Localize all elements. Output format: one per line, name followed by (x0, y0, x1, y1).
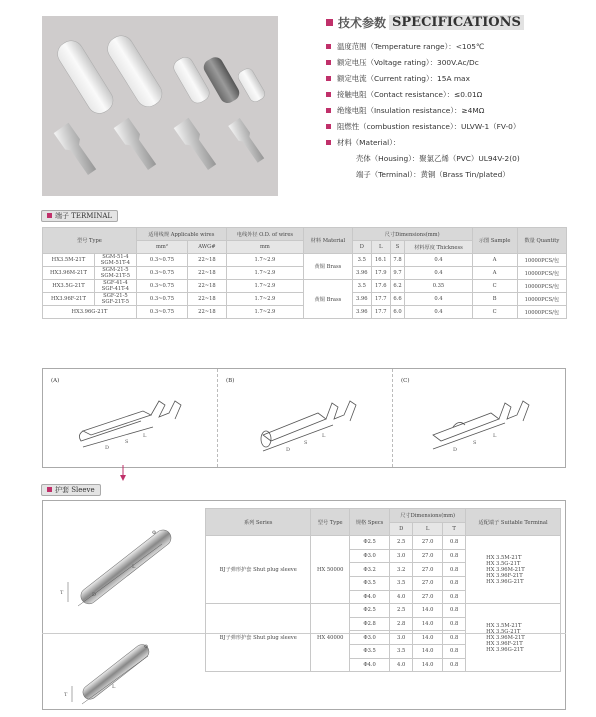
col-mm: mm (226, 241, 303, 254)
cell-d: 3.96 (352, 306, 371, 319)
spec-voltage: 额定电压（Voltage rating）：300V.Ac/Dc (337, 57, 479, 67)
cell-l: 14.0 (413, 604, 443, 618)
cell-qty: 10000PCS/包 (517, 254, 566, 267)
bullet-square-icon (326, 44, 331, 49)
cell-d: 2.8 (390, 617, 413, 631)
terminal-a-drawing (43, 369, 218, 469)
cell-type: HX3.96F-21T (43, 293, 95, 306)
cell-mm2: 0.3~0.75 (136, 293, 187, 306)
dim-l: L (112, 684, 116, 690)
diagram-b-label: (B) (226, 378, 235, 384)
cell-awg: 22~18 (188, 254, 227, 267)
title-cn: 技术参数 (338, 15, 387, 30)
cell-material: 黄铜 Brass (304, 254, 353, 280)
bullet-square-icon (47, 213, 52, 218)
cell-spec: Φ2.5 (350, 536, 390, 550)
cell-s: 6.6 (390, 293, 405, 306)
cell-mm2: 0.3~0.75 (136, 280, 187, 293)
spec-line (326, 86, 588, 102)
terminal-c-drawing (393, 369, 567, 469)
cell-s: 7.8 (390, 254, 405, 267)
cell-mm2: 0.3~0.75 (136, 254, 187, 267)
cell-type: HX3.96M-21T (43, 267, 95, 280)
dim-l: L (322, 433, 326, 439)
cell-sub-b: SGM-21T-5 (100, 273, 131, 279)
terminal-b-drawing (218, 369, 393, 469)
cell-s: 9.7 (390, 267, 405, 280)
spec-line (326, 118, 588, 134)
cell-d: 2.5 (390, 536, 413, 550)
cell-type: HX 40000 (311, 604, 350, 672)
terminal-section-label (41, 210, 118, 222)
dim-l: L (143, 433, 147, 439)
col-d: D (352, 241, 371, 254)
cell-d: 3.5 (390, 644, 413, 658)
cell-sample: A (472, 254, 517, 267)
cell-spec: Φ2.8 (350, 617, 390, 631)
cell-l: 14.0 (413, 644, 443, 658)
cell-suitable (466, 536, 561, 604)
cell-t: 0.8 (443, 604, 466, 618)
cell-t: 0.8 (443, 617, 466, 631)
dim-t: T (64, 692, 68, 698)
suitable-item: HX 3.5M-21T (486, 622, 522, 629)
sleeve-label-text: 护套 Sleeve (55, 486, 95, 494)
table-row (43, 254, 567, 267)
col-l: L (371, 241, 390, 254)
cell-sub-b: SGF-21T-5 (101, 299, 130, 305)
spec-contact-resistance: 接触电阻（Contact resistance）：≤0.01Ω (337, 89, 483, 99)
sleeve-table (205, 508, 561, 672)
cell-d: 3.96 (352, 267, 371, 280)
cell-sample: C (472, 306, 517, 319)
cell-spec: Φ3.2 (350, 563, 390, 577)
cell-od: 1.7~2.9 (226, 280, 303, 293)
spec-housing: 壳体（Housing）：聚氯乙烯（PVC）UL94V-2(0) (356, 153, 520, 163)
col-s: S (390, 241, 405, 254)
spec-line (326, 54, 588, 70)
cell-t: 0.8 (443, 590, 466, 604)
suitable-item: HX 3.96M-21T (486, 634, 525, 641)
suitable-item: HX 3.96G-21T (486, 646, 524, 653)
cell-awg: 22~18 (188, 306, 227, 319)
cell-sub-a: SGM-51-4 (102, 254, 129, 260)
cell-l: 16.1 (371, 254, 390, 267)
bullet-square-icon (326, 60, 331, 65)
cell-d: 4.0 (390, 590, 413, 604)
col-applicable-wires: 适用线规 Applicable wires (136, 228, 226, 241)
cell-spec: Φ2.5 (350, 604, 390, 618)
cell-mm2: 0.3~0.75 (136, 267, 187, 280)
dim-phi: Φ (152, 530, 157, 536)
cell-sample: A (472, 267, 517, 280)
terminal-table (42, 227, 567, 319)
col-suitable: 适配端子 Suitable Terminal (466, 509, 561, 536)
cell-d: 3.5 (390, 576, 413, 590)
cell-d: 2.5 (390, 604, 413, 618)
specifications-panel (326, 14, 588, 182)
cell-type: HX3.5G-21T (43, 280, 95, 293)
dim-l: L (493, 433, 497, 439)
dim-d: D (286, 447, 291, 453)
bullet-square-icon (47, 487, 52, 492)
suitable-item: HX 3.5G-21T (486, 628, 521, 635)
spec-terminal: 端子（Terminal）：黄铜（Brass Tin/plated） (356, 169, 510, 179)
suitable-item: HX 3.96M-21T (486, 566, 525, 573)
cell-l: 17.7 (371, 293, 390, 306)
cell-spec: Φ3.5 (350, 644, 390, 658)
col-quantity: 数量 Quantity (517, 228, 566, 254)
cell-spec: Φ3.0 (350, 631, 390, 645)
cell-sub-a: SGM-21-5 (102, 267, 129, 273)
dim-d: D (92, 592, 97, 598)
cell-l: 14.0 (413, 631, 443, 645)
bullet-square-icon (326, 124, 331, 129)
cell-l: 27.0 (413, 549, 443, 563)
cell-l: 27.0 (413, 590, 443, 604)
spec-current: 额定电流（Current rating）：15A max (337, 73, 470, 83)
cell-t: 0.8 (443, 644, 466, 658)
cell-suitable (466, 604, 561, 672)
suitable-item: HX 3.5M-21T (486, 554, 522, 561)
col-thickness: 材料厚度 Thickness (405, 241, 472, 254)
cell-type: HX 50000 (311, 536, 350, 604)
sleeve-drawings (52, 510, 198, 706)
cell-sub (94, 280, 136, 293)
dim-s: S (473, 440, 477, 446)
col-type: 型号 Type (43, 228, 137, 254)
col-specs: 规格 Specs (350, 509, 390, 536)
cell-l: 27.0 (413, 536, 443, 550)
terminals-and-sleeves-image (42, 16, 278, 196)
col-t: T (443, 522, 466, 536)
col-d: D (390, 522, 413, 536)
cell-spec: Φ3.0 (350, 549, 390, 563)
spec-temperature: 温度范围（Temperature range）：<105℃ (337, 41, 485, 51)
cell-l: 27.0 (413, 576, 443, 590)
cell-l: 17.9 (371, 267, 390, 280)
diagram-b (218, 369, 393, 467)
cell-sub-b: SGM-51T-4 (100, 260, 131, 266)
cell-od: 1.7~2.9 (226, 293, 303, 306)
cell-mm2: 0.3~0.75 (136, 306, 187, 319)
col-dimensions: 尺寸Dimensions(mm) (390, 509, 466, 523)
bullet-square-icon (326, 92, 331, 97)
suitable-item: HX 3.5G-21T (486, 560, 521, 567)
dim-t: T (60, 590, 64, 596)
spec-line (326, 38, 588, 54)
cell-sample: C (472, 280, 517, 293)
cell-t: 0.8 (443, 658, 466, 672)
cell-od: 1.7~2.9 (226, 306, 303, 319)
title-en: SPECIFICATIONS (389, 15, 524, 30)
sleeve-section-label (41, 484, 101, 496)
cell-l: 14.0 (413, 658, 443, 672)
col-l: L (413, 522, 443, 536)
dim-s: S (125, 439, 129, 445)
diagram-a-label: (A) (51, 378, 60, 384)
cell-d: 3.0 (390, 631, 413, 645)
suitable-item: HX 3.96F-21T (486, 572, 523, 579)
cell-thickness: 0.4 (405, 254, 472, 267)
cell-type: HX3.5M-21T (43, 254, 95, 267)
cell-series: BJ子弹形护套 Shut plug sleeve (206, 536, 311, 604)
cell-t: 0.8 (443, 563, 466, 577)
cell-qty: 10000PCS/包 (517, 293, 566, 306)
col-dimensions: 尺寸Dimensions(mm) (352, 228, 472, 241)
cell-sub (94, 293, 136, 306)
cell-thickness: 0.4 (405, 306, 472, 319)
spec-line (326, 70, 588, 86)
arrow-down-icon (120, 465, 126, 481)
cell-s: 6.2 (390, 280, 405, 293)
cell-l: 27.0 (413, 563, 443, 577)
cell-t: 0.8 (443, 536, 466, 550)
cell-thickness: 0.4 (405, 293, 472, 306)
cell-series: BJ子弹形护套 Shut plug sleeve (206, 604, 311, 672)
diagram-a (43, 369, 218, 467)
bullet-square-icon (326, 76, 331, 81)
bullet-square-icon (326, 140, 331, 145)
cell-d: 3.5 (352, 280, 371, 293)
col-type: 型号 Type (311, 509, 350, 536)
cell-sub-a: SGF-21-5 (103, 293, 128, 299)
suitable-item: HX 3.96F-21T (486, 640, 523, 647)
cell-thickness: 0.35 (405, 280, 472, 293)
dim-phi: Φ (144, 644, 149, 650)
cell-t: 0.8 (443, 576, 466, 590)
specifications-title (326, 14, 588, 30)
cell-s: 6.0 (390, 306, 405, 319)
col-awg: AWG# (188, 241, 227, 254)
cell-qty: 10000PCS/包 (517, 306, 566, 319)
cell-l: 14.0 (413, 617, 443, 631)
cell-t: 0.8 (443, 631, 466, 645)
cell-d: 3.96 (352, 293, 371, 306)
spec-line (326, 102, 588, 118)
cell-od: 1.7~2.9 (226, 254, 303, 267)
spec-insulation-resistance: 绝缘电阻（Insulation resistance）：≥4MΩ (337, 105, 485, 115)
dim-l: L (132, 564, 136, 570)
cell-d: 3.2 (390, 563, 413, 577)
cell-spec: Φ3.5 (350, 576, 390, 590)
cell-awg: 22~18 (188, 267, 227, 280)
cell-sample: B (472, 293, 517, 306)
col-od: 电线外径 O.D. of wires (226, 228, 303, 241)
cell-spec: Φ4.0 (350, 590, 390, 604)
dim-d: D (105, 445, 110, 451)
cell-sub (94, 267, 136, 280)
cell-d: 3.5 (352, 254, 371, 267)
table-row (43, 280, 567, 293)
cell-d: 3.0 (390, 549, 413, 563)
spec-line (326, 134, 588, 150)
bullet-square-icon (326, 108, 331, 113)
cell-sub (94, 254, 136, 267)
cell-sub-a: SGF-41-4 (103, 280, 128, 286)
cell-qty: 10000PCS/包 (517, 267, 566, 280)
col-series: 系列 Series (206, 509, 311, 536)
diagram-c (393, 369, 567, 467)
cell-awg: 22~18 (188, 293, 227, 306)
cell-l: 17.6 (371, 280, 390, 293)
dim-d: D (453, 447, 458, 453)
cell-thickness: 0.4 (405, 267, 472, 280)
table-row (206, 604, 561, 618)
cell-sub-b: SGF-41T-4 (101, 286, 130, 292)
product-photo (42, 16, 278, 196)
spec-combustion: 阻燃性（combustion resistance）：ULVW-1（FV-0） (337, 121, 521, 131)
terminal-label-text: 端子 TERMINAL (55, 212, 113, 220)
cell-od: 1.7~2.9 (226, 267, 303, 280)
terminal-diagrams (42, 368, 566, 468)
spec-material: 材料（Material）： (337, 137, 401, 147)
cell-material: 黄铜 Brass (304, 280, 353, 319)
suitable-item: HX 3.96G-21T (486, 578, 524, 585)
diagram-c-label: (C) (401, 378, 410, 384)
cell-d: 4.0 (390, 658, 413, 672)
dim-s: S (304, 440, 308, 446)
table-row (206, 536, 561, 550)
cell-qty: 10000PCS/包 (517, 280, 566, 293)
bullet-square-icon (326, 19, 333, 26)
cell-awg: 22~18 (188, 280, 227, 293)
cell-l: 17.7 (371, 306, 390, 319)
cell-spec: Φ4.0 (350, 658, 390, 672)
col-sample: 示图 Sample (472, 228, 517, 254)
cell-type: HX3.96G-21T (43, 306, 137, 319)
col-material: 材料 Material (304, 228, 353, 254)
cell-t: 0.8 (443, 549, 466, 563)
col-mm2: mm² (136, 241, 187, 254)
